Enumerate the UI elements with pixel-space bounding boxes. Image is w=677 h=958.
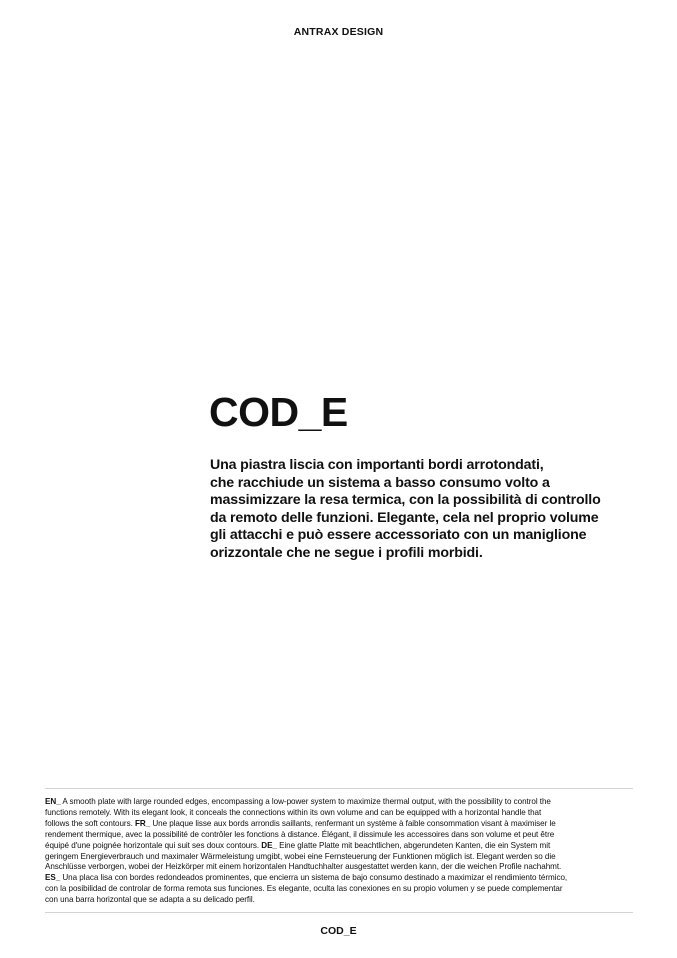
intro-text-it — [210, 457, 630, 563]
translation-line: rendement thermique, avec la possibilité de contrôler les fonctions à distance. Élégant, il dissimule les accessoires dans son volume et peut être — [45, 829, 555, 839]
translation-line — [45, 841, 633, 852]
translation-text: Una placa lisa con bordes redondeados prominentes, que encierra un sistema de bajo consumo destinado a maximizar el rendimiento térmico, — [60, 873, 568, 883]
brand-name: ANTRAX DESIGN — [293, 26, 384, 38]
intro-line: massimizzare la resa termica, con la possibilità di controllo — [210, 492, 601, 509]
translation-line: Anschlüsse verborgen, wobei der Heizkörper mit einem horizontalen Handtuchhalter ausgestattet werden kann, der die weichen Profile nachahmt. — [45, 862, 562, 872]
translation-text: follows the soft contours. — [45, 818, 135, 828]
lang-tag-fr: FR_ — [134, 818, 151, 828]
product-title: COD_E — [209, 389, 348, 435]
intro-line: gli attacchi e può essere accessoriato con un maniglione — [210, 527, 587, 544]
lang-tag-de: DE_ — [261, 840, 277, 850]
intro-line: da remoto delle funzioni. Elegante, cela nel proprio volume — [210, 509, 599, 526]
translation-line — [45, 873, 633, 884]
translation-line — [45, 797, 633, 808]
translation-text: équipé d'une poignée horizontale qui suit ses doux contours. — [45, 840, 262, 850]
divider-top — [45, 788, 633, 789]
translation-line — [45, 819, 633, 830]
footer-label: COD_E — [320, 925, 357, 937]
intro-line: Una piastra liscia con importanti bordi arrotondati, — [210, 457, 544, 473]
intro-line: che racchiude un sistema a basso consumo volto a — [210, 474, 550, 491]
translations-block — [45, 797, 633, 906]
lang-tag-es: ES_ — [45, 873, 61, 883]
translation-text: A smooth plate with large rounded edges, encompassing a low-power system to maximize thermal output, with the possibility to control the — [60, 797, 551, 806]
translation-line: con una barra horizontal que se adapta a su delicado perfil. — [45, 895, 255, 905]
intro-line: orizzontale che ne segue i profili morbidi. — [210, 544, 483, 561]
translation-line: functions remotely. With its elegant look, it conceals the connections within its own volume and can be equipped with a horizontal handle that — [45, 807, 542, 817]
translation-line: con la posibilidad de controlar de forma remota sus funciones. Es elegante, oculta las conexiones en su propio volumen y se puede complementar — [45, 884, 563, 894]
translation-text: Une plaque lisse aux bords arrondis saillants, renfermant un système à faible consommation visant à maximiser le — [150, 818, 556, 828]
translation-line: geringem Energieverbrauch und maximaler Wärmeleistung umgibt, wobei eine Fernsteuerung der Funktionen möglich ist. Elegant werden so die — [45, 851, 556, 861]
translation-text: Eine glatte Platte mit beachtlichen, abgerundeten Kanten, die ein System mit — [276, 840, 551, 850]
lang-tag-en: EN_ — [45, 797, 61, 806]
divider-bottom — [45, 912, 633, 913]
